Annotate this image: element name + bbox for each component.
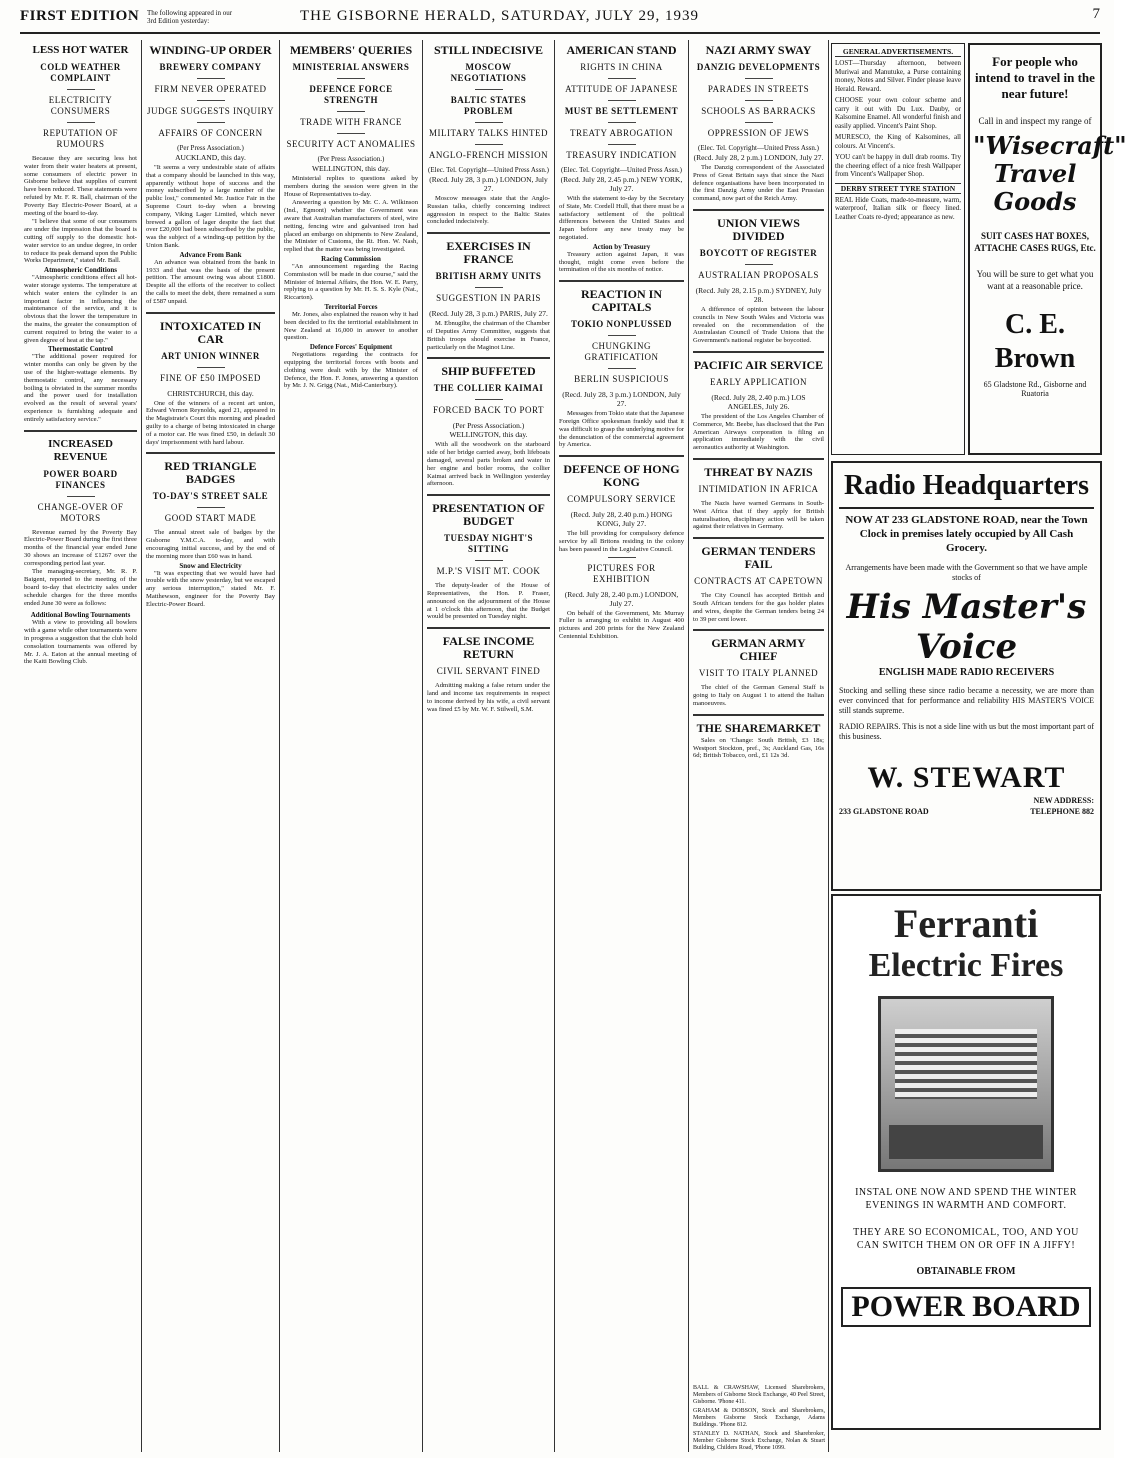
broker-notice: BALL & CRAWSHAW, Licensed Sharebrokers, Members of Gisborne Stock Exchange, 40 Peel Street, Gisborne. 'Phone 411. — [693, 1385, 825, 1405]
column-3 — [280, 40, 423, 1452]
headline: FALSE INCOME RETURN — [442, 634, 535, 662]
general-advertisements — [831, 43, 965, 455]
subheadline: ART UNION WINNER — [161, 350, 260, 361]
subheadline: TOKIO NONPLUSSED — [570, 319, 673, 330]
subheadline: DANZIG DEVELOPMENTS — [696, 62, 821, 72]
article-text: "It was expecting that we would have had trouble with the snow yesterday, but we escaped any serious interruption," stated Mr. F. Matthewson, engineer for the Poverty Bay Electric-Power Board. — [146, 569, 275, 608]
source-line: (Elec. Tel. Copyright—United Press Assn.) — [428, 166, 549, 174]
article-text: Answering a question by Mr. C. A. Wilkinson (Ind., Egmont) whether the Government was aware that Australian manufacturers of steel, wire netting, fencing wire and galvanised iron had placed an embargo on shipments to New Zealand, the Minister of Customs, the Rt. Hon. W. Nash, replied that the matter was being investigated. — [284, 199, 418, 254]
section-heading: Atmospheric Conditions — [44, 266, 117, 275]
dateline: WELLINGTON, this day. — [311, 164, 391, 173]
source-line: (Per Press Association.) — [177, 144, 244, 152]
ad-name: C. E. Brown — [994, 309, 1076, 374]
classified-ad: LOST—Thursday afternoon, between Muriwai and Manutuke, a Purse containing money, Notes and Silver. Finder please leave Herald. Reward. — [835, 59, 961, 93]
subheadline: INTIMIDATION IN AFRICA — [698, 483, 819, 494]
ad-text: RADIO REPAIRS. This is not a side line with us but the most important part of this business. — [839, 722, 1094, 741]
headline: NAZI ARMY SWAY — [705, 43, 812, 57]
ad-brand: Electric Fires — [868, 947, 1064, 984]
subheadline: GOOD START MADE — [164, 513, 257, 524]
article-text: Admitting making a false return under the land and income tax requirements in respect to income derived by his wife, a civil servant was fined £5 by Mr. W. F. Stilwell, S.M. — [427, 682, 550, 713]
dateline: AUCKLAND, this day. — [175, 153, 246, 162]
subheadline: PICTURES FOR EXHIBITION — [587, 562, 656, 584]
subheadline: CHUNGKING GRATIFICATION — [584, 341, 659, 363]
headline: INCREASED REVENUE — [48, 437, 113, 463]
subheadline: VISIT TO ITALY PLANNED — [698, 668, 819, 679]
subheadline: SCHOOLS AS BARRACKS — [701, 106, 816, 116]
article-text: A difference of opinion between the labour councils in New South Wales and Victoria was revealed on the recommendation of the Australasian Council of Trade Unions that the Government's national register be boycotted. — [693, 305, 824, 345]
subheadline: SECURITY ACT ANOMALIES — [286, 139, 416, 149]
dateline: (Recd. July 28, 2 p.m.) LONDON, July 27. — [693, 153, 824, 162]
ad-text: OBTAINABLE FROM — [916, 1266, 1016, 1277]
dateline: (Recd. July 28, 3 p.m.) LONDON, July 27. — [562, 390, 681, 409]
page-number: 7 — [1092, 6, 1100, 22]
article-text: Moscow messages state that the Anglo-Russian talks, chiefly concerning indirect aggression in respect to the Baltic States concluded indecisively. — [427, 195, 550, 226]
article-text: The chief of the German General Staff is going to Italy on August 1 to attend the Italian manoeuvres. — [693, 684, 824, 707]
ad-text: ENGLISH MADE RADIO RECEIVERS — [878, 667, 1055, 678]
subheadline: ATTITUDE OF JAPANESE — [565, 84, 678, 94]
classified-ad: REAL Hide Coats, made-to-measure, warm, waterproof, Italian silk or fleecy lined. Leather Coats re-dyed; appearance as new. — [835, 195, 961, 221]
article-text: The managing-secretary, Mr. R. P. Baigent, reported to the meeting of the board to-day that electricity sales under schedule charges for the three months ended June 30 were as follows: — [24, 568, 137, 607]
headline: GERMAN TENDERS FAIL — [701, 544, 816, 572]
subheadline: SUGGESTION IN PARIS — [436, 293, 541, 304]
ad-brand: Ferranti — [893, 901, 1039, 946]
headline: AMERICAN STAND — [566, 43, 677, 57]
article-text: Messages from Tokio state that the Japanese Foreign Office spokesman frankly said that it was difficult to grasp the underlying motive for the denunciation of the commercial agreement by America. — [559, 410, 684, 449]
subheadline: ELECTRICITY CONSUMERS — [48, 95, 113, 116]
dateline: (Recd. July 28, 2.40 p.m.) LOS ANGELES, July 26. — [711, 392, 806, 411]
article-text: An advance was obtained from the bank in 1933 and that was the basis of the present petition. The amount owing was about £1800. Despite all the efforts of the receiver to collect the calls to meet the debt, there remained a sum of £587 unpaid. — [146, 258, 275, 305]
subheadline: MILITARY TALKS HINTED — [428, 128, 549, 138]
article-text: With the statement to-day by the Secretary of State, Mr. Cordell Hull, that there must be a satisfactory settlement of the political differences between the United States and Japan before any new treaty may be negotiated. — [559, 195, 684, 241]
headline: GERMAN ARMY CHIEF — [711, 636, 806, 664]
subheadline: TREASURY INDICATION — [566, 150, 677, 160]
ad-address: 233 GLADSTONE ROAD — [839, 807, 929, 816]
subheadline: FINE OF £50 IMPOSED — [160, 372, 261, 383]
masthead — [20, 6, 1100, 34]
subheadline: BRITISH ARMY UNITS — [435, 271, 542, 282]
section-heading: Racing Commission — [321, 254, 381, 263]
article-text: Revenue earned by the Poverty Bay Electric-Power Board during the first three months of the financial year ended June 30 shows an increase of £1267 over the corresponding period last year. — [24, 528, 137, 567]
subheadline: FORCED BACK TO PORT — [433, 405, 544, 416]
article-text: Ministerial replies to questions asked by members during the session were given in the House of Representatives to-day. — [284, 175, 418, 198]
section-heading: Additional Bowling Tournaments — [30, 611, 131, 620]
article-text: The deputy-leader of the House of Representatives, the Hon. P. Fraser, announced on the adjournment of the House at 1 o'clock this afternoon, that the Budget would be presented on Tuesday night. — [427, 582, 550, 621]
article-text: Because they are securing less hot water from their water heaters at present, some consumers of electric power in Gisborne believe that supplies of current have been reduced. These statements were refuted by Mr. F. R. Ball, chairman of the Poverty Bay Electric-Power Board, at a meeting of the board to-day. — [24, 155, 137, 217]
ad-name: POWER BOARD — [841, 1287, 1091, 1327]
headline: RED TRIANGLE BADGES — [164, 459, 257, 487]
travel-goods-ad — [968, 43, 1127, 455]
broker-notice: GRAHAM & DOBSON, Stock and Sharebrokers, Members Gisborne Stock Exchange, Adams Buildings. 'Phone 812. — [693, 1408, 825, 1428]
headline: DEFENCE OF HONG KONG — [563, 462, 680, 490]
broker-notice: STANLEY D. NATHAN, Stock and Sharebroker, Member Gisborne Stock Exchange, Nolan & Stuart Building, Childers Road, 'Phone 1099. — [693, 1431, 825, 1451]
section-heading: Thermostatic Control — [48, 345, 113, 354]
subheadline: MUST BE SETTLEMENT — [564, 106, 679, 116]
article-text: Treasury action against Japan, it was thought, might come even before the termination of the six months of notice. — [559, 250, 684, 274]
article-text: Mr. Jones, also explained the reason why it had been decided to fix the territorial establishment in New Zealand at 16,000 in answer to another question. — [284, 310, 418, 342]
dateline: CHRISTCHURCH, this day. — [167, 388, 254, 398]
ad-text: Call in and inspect my range of — [978, 116, 1092, 126]
ad-text: For people who intend to travel in the near future! — [975, 54, 1095, 101]
subheadline: CIVIL SERVANT FINED — [436, 666, 541, 677]
column-2 — [142, 40, 280, 1452]
article-text: M. Ebnugilte, the chairman of the Chamber of Deputies Army Committee, suggests that British troops should exercise in France, particularly on the Maginot Line. — [427, 320, 550, 351]
classified-ad: CHOOSE your own colour scheme and carry it out with Du Lux. Dauby, or Kalsomine Enamel. All wonderful finish and easily applied. Vincent's Paint Shop. — [835, 96, 961, 130]
section-heading: Territorial Forces — [324, 302, 378, 311]
ad-brand: His Master's Voice — [846, 587, 1087, 667]
ad-text: Stocking and selling these since radio became a necessity, we are more than ever convinced that for performance and reliability HIS MASTER'S VOICE still stands supreme. — [839, 686, 1094, 715]
source-line: (Elec. Tel. Copyright—United Press Assn.) — [561, 166, 682, 174]
radio-headquarters-ad — [831, 461, 1102, 891]
dateline: (Recd. July 28, 2.40 p.m.) HONG KONG, July 27. — [570, 510, 673, 529]
section-heading: Advance From Bank — [179, 250, 242, 259]
subheadline: MINISTERIAL ANSWERS — [292, 62, 410, 72]
subheadline: ANGLO-FRENCH MISSION — [428, 150, 549, 160]
section-heading: DERBY STREET TYRE STATION — [835, 183, 961, 194]
article-text: The annual street sale of badges by the Gisborne Y.M.C.A. to-day, and with encouraging initial success, and by the end of the morning more than £60 was in hand. — [146, 529, 275, 560]
headline: THE SHAREMARKET — [696, 720, 821, 735]
article-text: One of the winners of a recent art union, Edward Vernon Reynolds, aged 21, appeared in the Magistrate's Court this morning and pleaded guilty to a charge of being intoxicated in charge of a motor car. He was fined £50, in default 30 days' imprisonment with hard labour. — [146, 399, 275, 446]
sharebroker-notices — [693, 1385, 825, 1452]
headline: EXERCISES IN FRANCE — [446, 239, 531, 267]
article-text: The Danzig correspondent of the Associated Press of Great Britain says that since the Nazi defence organisations have been incorporated in the first Danzig Army under the East Prussian command, now part of the Reich Army. — [693, 164, 824, 203]
classified-ad: MURESCO, the King of Kalsomines, all colours. At Vincent's. — [835, 133, 961, 150]
section-heading: GENERAL ADVERTISEMENTS. — [835, 47, 961, 57]
article-text: The Nazis have warned Germans in South-West Africa that if they apply for British naturalisation, disciplinary action will be taken against their relatives in Germany. — [693, 499, 824, 531]
ad-brand: "Wisecraft" Travel Goods — [973, 131, 1127, 216]
dateline: (Recd. July 28, 3 p.m.) LONDON, July 27. — [429, 175, 548, 193]
subheadline: BERLIN SUSPICIOUS — [574, 374, 669, 385]
subheadline: COMPULSORY SERVICE — [567, 494, 676, 505]
subheadline: REPUTATION OF RUMOURS — [42, 128, 119, 149]
headline: PRESENTATION OF BUDGET — [432, 501, 545, 529]
ad-text: INSTAL ONE NOW AND SPEND THE WINTER EVENINGS IN WARMTH AND COMFORT. — [855, 1187, 1077, 1211]
subheadline: M.P.'S VISIT MT. COOK — [436, 566, 541, 577]
subheadline: EARLY APPLICATION — [709, 376, 808, 387]
subheadline: AFFAIRS OF CONCERN — [158, 128, 263, 138]
subheadline: CONTRACTS AT CAPETOWN — [694, 576, 823, 587]
subheadline: CHANGE-OVER OF MOTORS — [37, 501, 124, 523]
ad-text: NEW ADDRESS: — [1033, 796, 1094, 805]
article-text: The City Council has accepted British and South African tenders for the gas holder plates and wires, despite the German tenders being 24 to 39 per cent lower. — [693, 592, 824, 623]
subheadline: THE COLLIER KAIMAI — [433, 383, 544, 394]
headline: INTOXICATED IN CAR — [159, 318, 262, 346]
subheadline: JUDGE SUGGESTS INQUIRY — [146, 106, 274, 116]
ad-text: THEY ARE SO ECONOMICAL, TOO, AND YOU CAN SWITCH THEM ON OR OFF IN A JIFFY! — [853, 1227, 1079, 1251]
column-1 — [20, 40, 142, 1452]
article-text: "The additional power required for winter months can only be given by the use of the higher-wattage elements. By thermostatic control, any necessary boiling is obviated in the summer months and the power used for installation evolved as the result of several years' experience is furnishing adequate and entirely satisfactory service." — [24, 353, 137, 423]
subheadline: POWER BOARD FINANCES — [43, 468, 118, 490]
classified-ad: YOU can't be happy in dull drab rooms. Try the cheering effect of a nice fresh Wallpaper from Vincent's Wallpaper Shop. — [835, 153, 961, 178]
ad-phone: TELEPHONE 882 — [1030, 807, 1094, 816]
column-6 — [689, 40, 829, 1452]
article-text: Sales on 'Change: South British, £3 18s; Westport Stockton, pref., 3s; Auckland Gas, 16s 6d; British Tobacco, ord., £1 12s 3d. — [693, 736, 824, 760]
article-text: "I believe that some of our consumers are under the impression that the board is cutting off supply to the domestic hot-water service to an undue degree, in order to reduce its peak demand upon the Public Works Department," stated Mr. Ball. — [24, 218, 137, 265]
subheadline: DEFENCE FORCE STRENGTH — [309, 84, 393, 105]
headline: PACIFIC AIR SERVICE — [693, 357, 824, 372]
dateline: (Per Press Association.) WELLINGTON, this day. — [449, 421, 528, 440]
electric-fire-icon — [878, 996, 1054, 1172]
ad-text: Arrangements have been made with the Government so that we have ample stocks of — [845, 563, 1088, 582]
article-text: Negotiations regarding the contracts for equipping the territorial forces with boots and clothing were dealt with by the Minister of Defence, the Hon. F. Jones, answering a question by Mr. J. N. Grigg (Nat., Mid-Canterbury). — [284, 351, 418, 390]
article-text: The bill providing for compulsory defence service by all Britons residing in the colony has been passed in the Legislative Council. — [559, 530, 684, 553]
article-text: With all the woodwork on the starboard side of her bridge carried away, both lifeboats damaged, several parts broken and water in her engine and boiler rooms, the collier Kaimai arrived back in Wellington yesterday afternoon. — [427, 441, 550, 488]
dateline: (Recd. July 28, 3 p.m.) PARIS, July 27. — [429, 309, 548, 319]
source-line: (Per Press Association.) — [317, 155, 385, 163]
subheadline: BOYCOTT OF REGISTER — [699, 247, 818, 258]
subheadline: TO-DAY'S STREET SALE — [152, 491, 269, 502]
ad-address: 65 Gladstone Rd., Gisborne and Ruatoria — [983, 380, 1087, 398]
article-text: "An announcement regarding the Racing Commission will be made in due course," said the Minister of Internal Affairs, the Hon. W. E. Parry, replying to a question by Mr. H. S. S. Kyle (Nat., Riccarton). — [284, 262, 418, 302]
column-4 — [423, 40, 555, 1452]
ad-text: SUIT CASES HAT BOXES, ATTACHE CASES RUGS, Etc. — [974, 231, 1096, 253]
subheadline: RIGHTS IN CHINA — [580, 62, 663, 72]
ad-heading: Radio Headquarters — [839, 469, 1094, 509]
edition-label: FIRST EDITION — [20, 8, 140, 24]
ferranti-fires-ad — [831, 894, 1101, 1430]
headline: THREAT BY NAZIS — [704, 464, 813, 479]
source-line: (Elec. Tel. Copyright—United Press Assn.) — [698, 144, 819, 152]
paper-title: THE GISBORNE HERALD, SATURDAY, JULY 29, 1939 — [300, 8, 700, 24]
article-text: "It seems a very undesirable state of affairs that a company should be launched in this way, apparently without hope of success and the money subscribed by a large number of the public lost," commented Mr. Justice Fair in the Supreme Court to-day when a brewing company, Viking Lager Limited, which never brewed a gallon of lager despite the fact that over £20,000 had been subscribed by the public, was the subject of a winding-up petition by the Union Bank. — [146, 164, 275, 249]
ad-text: NOW AT 233 GLADSTONE ROAD, near the Town Clock in premises lately occupied by All Cash Grocery. — [845, 514, 1088, 554]
subheadline: OPPRESSION OF JEWS — [707, 128, 810, 138]
headline: WINDING-UP ORDER — [149, 43, 272, 57]
subheadline: TREATY ABROGATION — [570, 128, 673, 138]
headline: SHIP BUFFETED — [441, 364, 536, 379]
subheadline: TRADE WITH FRANCE — [300, 117, 402, 127]
section-heading: Snow and Electricity — [179, 561, 242, 570]
section-heading: Defence Forces' Equipment — [309, 343, 393, 352]
advertisement-column — [829, 40, 1127, 1452]
subheadline: AUSTRALIAN PROPOSALS — [698, 269, 819, 280]
subheadline: BREWERY COMPANY — [159, 62, 262, 72]
appeared-note: The following appeared in our 3rd Edition yesterday: — [147, 9, 233, 25]
subheadline: COLD WEATHER COMPLAINT — [40, 62, 121, 83]
article-text: "Atmospheric conditions effect all hot-water storage systems. The temperature at which water enters the cylinder is an important factor in influencing the maintenance of the service, and it is obvious that the lower the temperature in the mains, the greater the consumption of current required to bring the water to a given degree of heat at the tap." — [24, 274, 137, 344]
ad-text: You will be sure to get what you want at a reasonable price. — [976, 269, 1094, 291]
subheadline: TUESDAY NIGHT'S SITTING — [443, 533, 534, 555]
section-heading: Action by Treasury — [592, 242, 651, 251]
dateline: (Recd. July 28, 2.40 p.m.) LONDON, July 27. — [564, 589, 679, 608]
subheadline: BALTIC STATES PROBLEM — [450, 95, 527, 116]
headline: UNION VIEWS DIVIDED — [717, 215, 800, 243]
ad-name: W. STEWART — [867, 761, 1066, 794]
article-text: With a view to providing all bowlers with a game while other tournaments were in progress a suggestion that the club hold consolation tournaments was offered by Mr. J. A. Eaton at the annual meeting of the Kaiti Bowling Club. — [24, 619, 137, 666]
dateline: (Recd. July 28, 2.15 p.m.) SYDNEY, July 28. — [695, 285, 822, 304]
dateline: (Recd. July 28, 2.45 p.m.) NEW YORK, July 27. — [560, 175, 683, 193]
subheadline: PARADES IN STREETS — [707, 84, 810, 94]
article-text: On behalf of the Government, Mr. Murray Fuller is arranging to exhibit in August 400 pictures and 200 prints for the New Zealand Centennial Exhibition. — [559, 609, 684, 640]
headline: MEMBERS' QUERIES — [289, 43, 413, 57]
article-text: The president of the Los Angeles Chamber of Commerce, Mr. Beebe, has disclosed that the Pan American Airways corporation is filing an application immediately with the civil aeronautics authority at Washington. — [693, 412, 824, 452]
headline: REACTION IN CAPITALS — [580, 287, 662, 315]
headline: LESS HOT WATER — [32, 44, 129, 56]
subheadline: MOSCOW NEGOTIATIONS — [450, 62, 527, 83]
subheadline: FIRM NEVER OPERATED — [154, 84, 267, 94]
column-5 — [555, 40, 689, 1452]
headline: STILL INDECISIVE — [433, 43, 544, 57]
